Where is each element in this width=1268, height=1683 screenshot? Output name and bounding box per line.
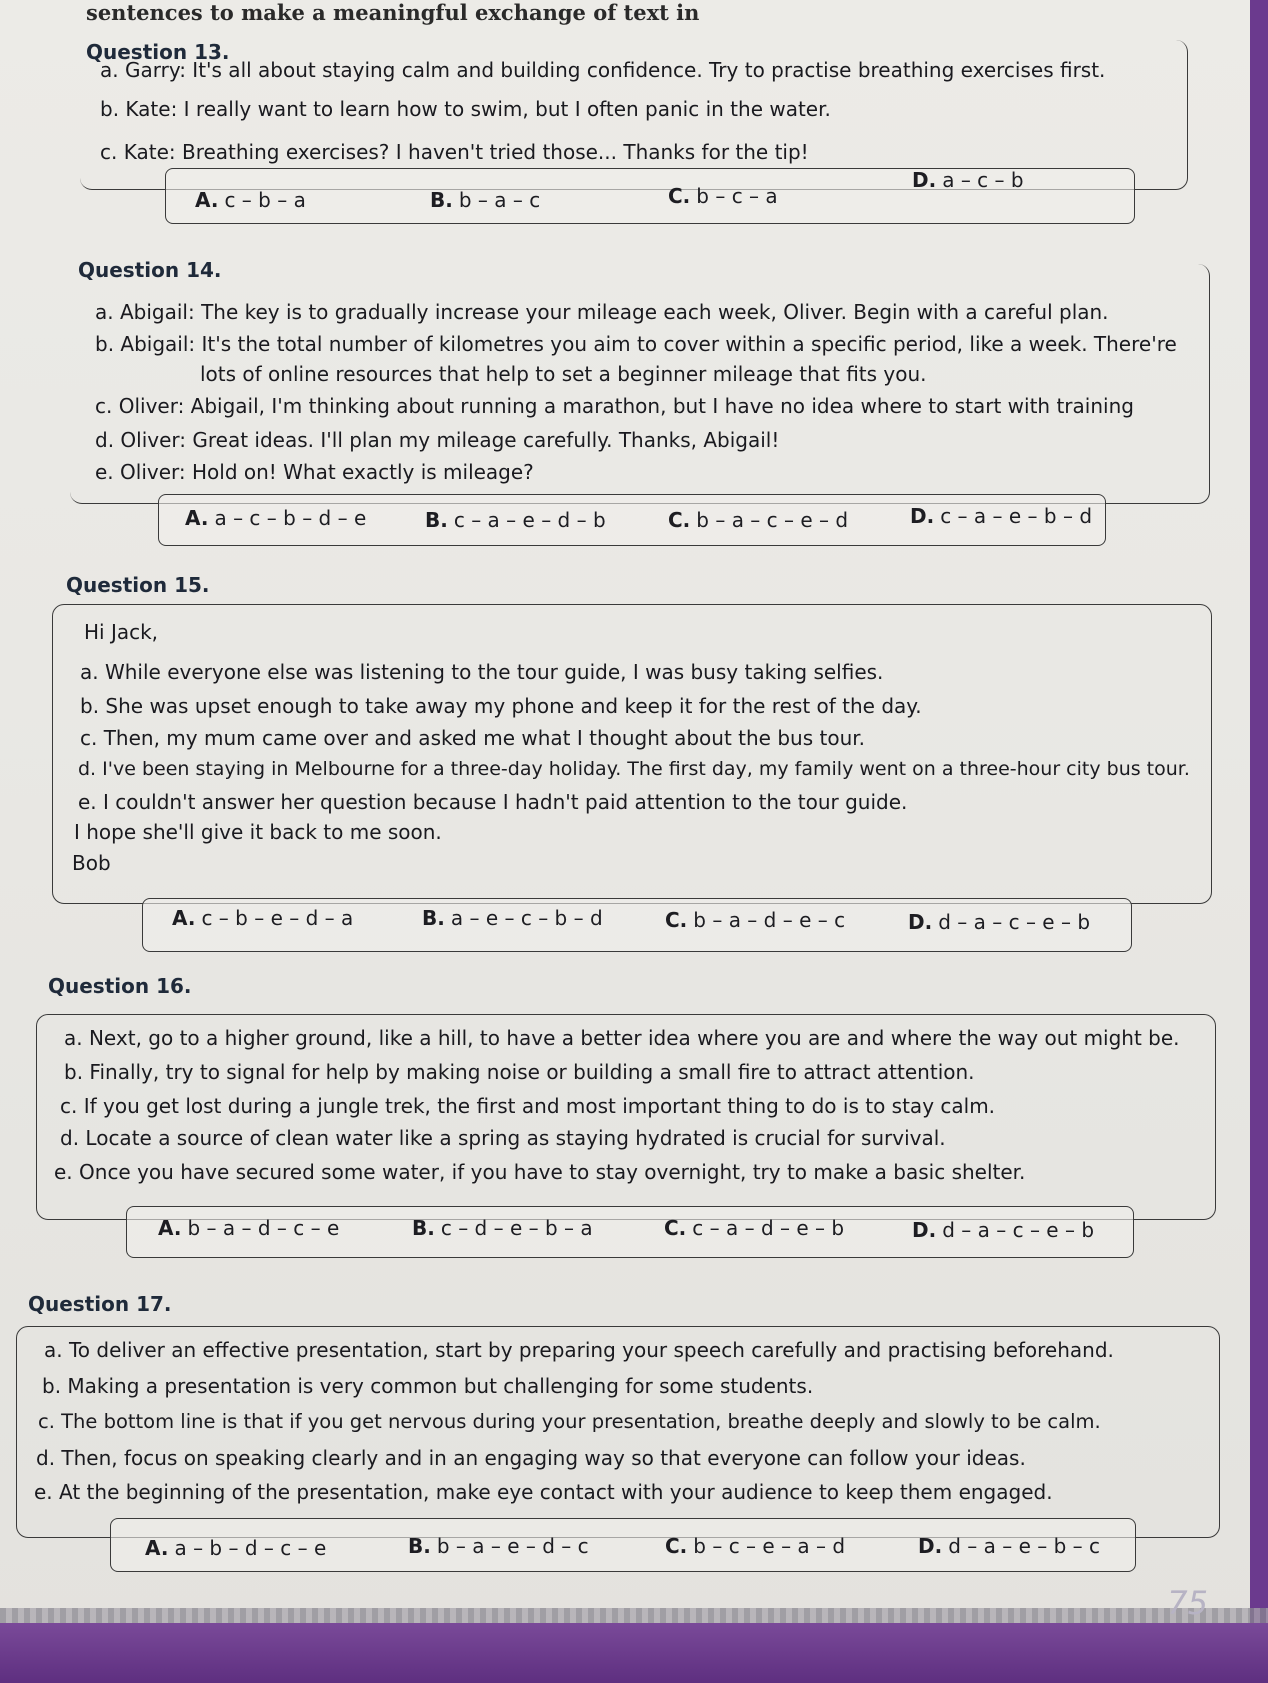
q14-line-c: c. Oliver: Abigail, I'm thinking about running a marathon, but I have no idea where to start with training <box>95 394 1134 418</box>
q16-option-b[interactable]: B. c – d – e – b – a <box>412 1216 593 1240</box>
q13-line-b: b. Kate: I really want to learn how to swim, but I often panic in the water. <box>100 97 831 121</box>
q13-option-c[interactable]: C. b – c – a <box>668 184 778 208</box>
q15-line-e: e. I couldn't answer her question because I hadn't paid attention to the tour guide. <box>78 790 908 814</box>
q14-line-e: e. Oliver: Hold on! What exactly is mileage? <box>95 460 534 484</box>
question-15-box <box>52 604 1212 904</box>
q14-option-a[interactable]: A. a – c – b – d – e <box>185 506 367 530</box>
q15-line-c: c. Then, my mum came over and asked me what I thought about the bus tour. <box>80 726 865 750</box>
q16-line-a: a. Next, go to a higher ground, like a hill, to have a better idea where you are and where the way out might be. <box>64 1026 1180 1050</box>
q16-line-c: c. If you get lost during a jungle trek, the first and most important thing to do is to stay calm. <box>60 1094 996 1118</box>
q13-line-a: a. Garry: It's all about staying calm and building confidence. Try to practise breathing exercises first. <box>100 58 1106 82</box>
q15-option-d[interactable]: D. d – a – c – e – b <box>908 910 1091 934</box>
q14-line-b: b. Abigail: It's the total number of kilometres you aim to cover within a specific period, like a week. There're <box>95 332 1177 356</box>
background-bottom <box>0 1623 1268 1683</box>
q13-line-c: c. Kate: Breathing exercises? I haven't tried those... Thanks for the tip! <box>100 140 809 164</box>
page-number: 75 <box>1167 1584 1208 1622</box>
q17-option-d[interactable]: D. d – a – e – b – c <box>918 1534 1101 1558</box>
q16-line-e: e. Once you have secured some water, if you have to stay overnight, try to make a basic shelter. <box>54 1160 1026 1184</box>
q13-option-b[interactable]: B. b – a – c <box>430 188 541 212</box>
q14-option-d[interactable]: D. c – a – e – b – d <box>910 504 1093 528</box>
question-17-title: Question 17. <box>28 1292 172 1316</box>
question-14-title: Question 14. <box>78 258 222 282</box>
q15-signature: Bob <box>72 851 111 875</box>
q16-option-c[interactable]: C. c – a – d – e – b <box>664 1216 845 1240</box>
q15-closing: I hope she'll give it back to me soon. <box>74 820 442 844</box>
q15-option-a[interactable]: A. c – b – e – d – a <box>172 906 354 930</box>
q15-greeting: Hi Jack, <box>84 620 159 644</box>
q17-option-b[interactable]: B. b – a – e – d – c <box>408 1534 589 1558</box>
question-13-title: Question 13. <box>86 40 230 64</box>
q13-option-a[interactable]: A. c – b – a <box>195 188 306 212</box>
q15-line-a: a. While everyone else was listening to the tour guide, I was busy taking selfies. <box>80 660 884 684</box>
background-edge <box>1250 0 1268 1683</box>
q16-option-d[interactable]: D. d – a – c – e – b <box>912 1218 1095 1242</box>
q17-line-e: e. At the beginning of the presentation, make eye contact with your audience to keep them engaged. <box>34 1480 1053 1504</box>
q16-option-a[interactable]: A. b – a – d – c – e <box>158 1216 340 1240</box>
q15-option-b[interactable]: B. a – e – c – b – d <box>422 906 603 930</box>
q17-option-a[interactable]: A. a – b – d – c – e <box>145 1536 327 1560</box>
q17-option-c[interactable]: C. b – c – e – a – d <box>665 1534 846 1558</box>
q17-line-a: a. To deliver an effective presentation, start by preparing your speech carefully and practising beforehand. <box>44 1338 1114 1362</box>
q14-option-b[interactable]: B. c – a – e – d – b <box>425 508 606 532</box>
q15-line-b: b. She was upset enough to take away my phone and keep it for the rest of the day. <box>80 694 922 718</box>
header-text: sentences to make a meaningful exchange of text in <box>86 0 700 25</box>
q14-line-b-cont: lots of online resources that help to set a beginner mileage that fits you. <box>200 362 927 386</box>
q17-line-d: d. Then, focus on speaking clearly and in an engaging way so that everyone can follow your ideas. <box>36 1446 1026 1470</box>
q16-line-d: d. Locate a source of clean water like a spring as staying hydrated is crucial for survival. <box>60 1126 946 1150</box>
q14-line-a: a. Abigail: The key is to gradually increase your mileage each week, Oliver. Begin with a careful plan. <box>95 300 1109 324</box>
q14-line-d: d. Oliver: Great ideas. I'll plan my mileage carefully. Thanks, Abigail! <box>95 428 780 452</box>
q15-option-c[interactable]: C. b – a – d – e – c <box>665 908 846 932</box>
question-15-title: Question 15. <box>66 573 210 597</box>
q14-option-c[interactable]: C. b – a – c – e – d <box>668 508 849 532</box>
question-16-title: Question 16. <box>48 974 192 998</box>
q16-line-b: b. Finally, try to signal for help by making noise or building a small fire to attract attention. <box>64 1060 975 1084</box>
q17-line-c: c. The bottom line is that if you get nervous during your presentation, breathe deeply and slowly to be calm. <box>38 1410 1101 1433</box>
q15-line-d: d. I've been staying in Melbourne for a three-day holiday. The first day, my family went on a three-hour city bus tour. <box>78 758 1190 780</box>
q17-line-b: b. Making a presentation is very common but challenging for some students. <box>42 1374 814 1398</box>
q13-option-d[interactable]: D. a – c – b <box>912 168 1024 192</box>
